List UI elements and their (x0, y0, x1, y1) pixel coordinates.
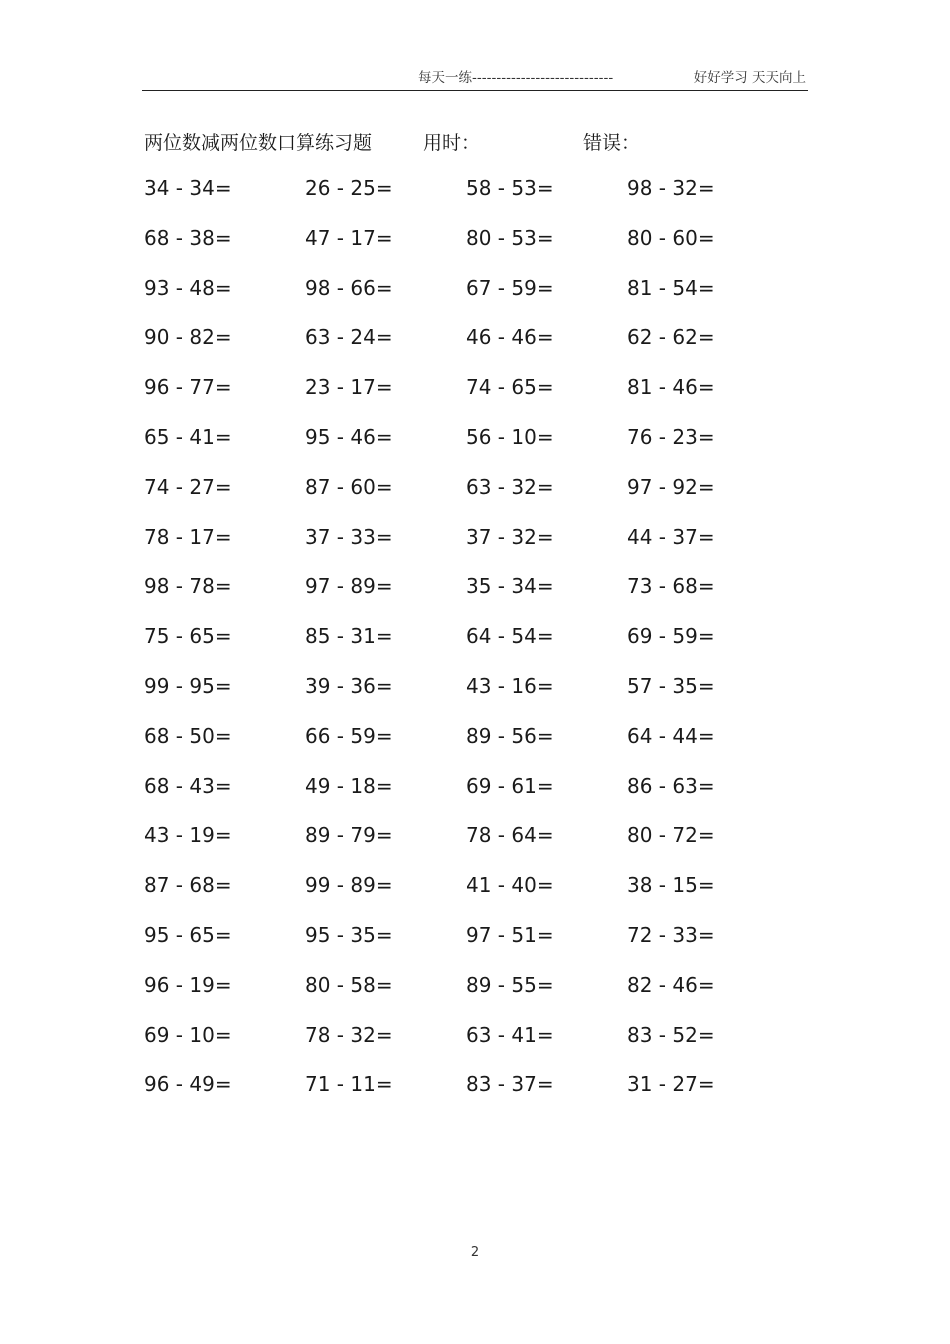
problem-row (0, 624, 950, 674)
header-right-text: 好好学习 天天向上 (693, 70, 806, 86)
problem-item: 95 - 65= (144, 922, 232, 947)
problem-item: 69 - 10= (144, 1022, 232, 1047)
problem-item: 96 - 77= (144, 375, 232, 400)
problem-row (0, 574, 950, 624)
problem-item: 97 - 51= (466, 922, 554, 947)
problem-item: 83 - 52= (627, 1022, 715, 1047)
problem-item: 78 - 32= (305, 1022, 393, 1047)
problem-item: 80 - 60= (627, 225, 715, 250)
problem-item: 44 - 37= (627, 524, 715, 549)
problem-item: 31 - 27= (627, 1072, 715, 1097)
title-row (0, 128, 950, 158)
problem-row (0, 325, 950, 375)
problem-item: 96 - 49= (144, 1072, 232, 1097)
problem-item: 58 - 53= (466, 176, 554, 200)
time-label: 用时： (423, 132, 481, 154)
problem-item: 98 - 78= (144, 574, 232, 599)
page-header (142, 64, 808, 91)
problem-item: 96 - 19= (144, 972, 232, 997)
problem-item: 35 - 34= (466, 574, 554, 599)
problem-item: 85 - 31= (305, 624, 393, 649)
problem-item: 73 - 68= (627, 574, 715, 599)
problem-row (0, 226, 950, 276)
problem-item: 81 - 54= (627, 275, 715, 300)
problem-item: 99 - 95= (144, 673, 232, 698)
problem-item: 56 - 10= (466, 424, 554, 449)
problem-item: 93 - 48= (144, 275, 232, 300)
problem-item: 95 - 35= (305, 922, 393, 947)
problem-row (0, 774, 950, 824)
problem-item: 89 - 79= (305, 823, 393, 848)
problem-row (0, 823, 950, 873)
problem-item: 65 - 41= (144, 424, 232, 449)
problem-item: 89 - 56= (466, 723, 554, 748)
problem-item: 80 - 58= (305, 972, 393, 997)
problem-item: 81 - 46= (627, 375, 715, 400)
problem-grid (0, 176, 950, 1122)
problem-row (0, 425, 950, 475)
problem-item: 74 - 65= (466, 375, 554, 400)
problem-item: 68 - 43= (144, 773, 232, 798)
problem-item: 72 - 33= (627, 922, 715, 947)
problem-item: 87 - 68= (144, 873, 232, 898)
problem-item: 90 - 82= (144, 325, 232, 350)
problem-item: 26 - 25= (305, 176, 393, 200)
problem-row (0, 525, 950, 575)
problem-row (0, 923, 950, 973)
problem-item: 82 - 46= (627, 972, 715, 997)
problem-item: 47 - 17= (305, 225, 393, 250)
problem-row (0, 674, 950, 724)
problem-row (0, 1072, 950, 1122)
problem-item: 63 - 24= (305, 325, 393, 350)
problem-item: 62 - 62= (627, 325, 715, 350)
problem-item: 38 - 15= (627, 873, 715, 898)
problem-item: 71 - 11= (305, 1072, 393, 1097)
problem-item: 69 - 59= (627, 624, 715, 649)
problem-row (0, 475, 950, 525)
problem-item: 97 - 92= (627, 474, 715, 499)
header-left-text: 每天一练----------------------------- (418, 70, 614, 86)
problem-item: 98 - 32= (627, 176, 715, 200)
problem-item: 95 - 46= (305, 424, 393, 449)
problem-item: 83 - 37= (466, 1072, 554, 1097)
problem-item: 97 - 89= (305, 574, 393, 599)
problem-item: 74 - 27= (144, 474, 232, 499)
problem-item: 46 - 46= (466, 325, 554, 350)
problem-item: 69 - 61= (466, 773, 554, 798)
problem-item: 49 - 18= (305, 773, 393, 798)
problem-item: 57 - 35= (627, 673, 715, 698)
problem-item: 66 - 59= (305, 723, 393, 748)
problem-item: 37 - 32= (466, 524, 554, 549)
problem-item: 89 - 55= (466, 972, 554, 997)
page-number: 2 (470, 1245, 480, 1260)
problem-item: 67 - 59= (466, 275, 554, 300)
problem-item: 34 - 34= (144, 176, 232, 200)
problem-item: 68 - 50= (144, 723, 232, 748)
problem-row (0, 973, 950, 1023)
problem-item: 76 - 23= (627, 424, 715, 449)
problem-item: 41 - 40= (466, 873, 554, 898)
problem-item: 86 - 63= (627, 773, 715, 798)
problem-item: 43 - 19= (144, 823, 232, 848)
problem-item: 87 - 60= (305, 474, 393, 499)
problem-item: 64 - 44= (627, 723, 715, 748)
problem-item: 43 - 16= (466, 673, 554, 698)
problem-row (0, 1023, 950, 1073)
problem-item: 80 - 53= (466, 225, 554, 250)
problem-row (0, 176, 950, 226)
problem-item: 23 - 17= (305, 375, 393, 400)
problem-item: 64 - 54= (466, 624, 554, 649)
problem-item: 68 - 38= (144, 225, 232, 250)
problem-row (0, 276, 950, 326)
problem-item: 39 - 36= (305, 673, 393, 698)
problem-item: 75 - 65= (144, 624, 232, 649)
problem-item: 98 - 66= (305, 275, 393, 300)
problem-row (0, 873, 950, 923)
problem-item: 99 - 89= (305, 873, 393, 898)
problem-row (0, 375, 950, 425)
worksheet-title: 两位数减两位数口算练习题 (144, 132, 373, 154)
problem-item: 78 - 17= (144, 524, 232, 549)
problem-item: 63 - 32= (466, 474, 554, 499)
errors-label: 错误： (583, 132, 641, 154)
problem-row (0, 724, 950, 774)
problem-item: 37 - 33= (305, 524, 393, 549)
problem-item: 80 - 72= (627, 823, 715, 848)
problem-item: 78 - 64= (466, 823, 554, 848)
problem-item: 63 - 41= (466, 1022, 554, 1047)
